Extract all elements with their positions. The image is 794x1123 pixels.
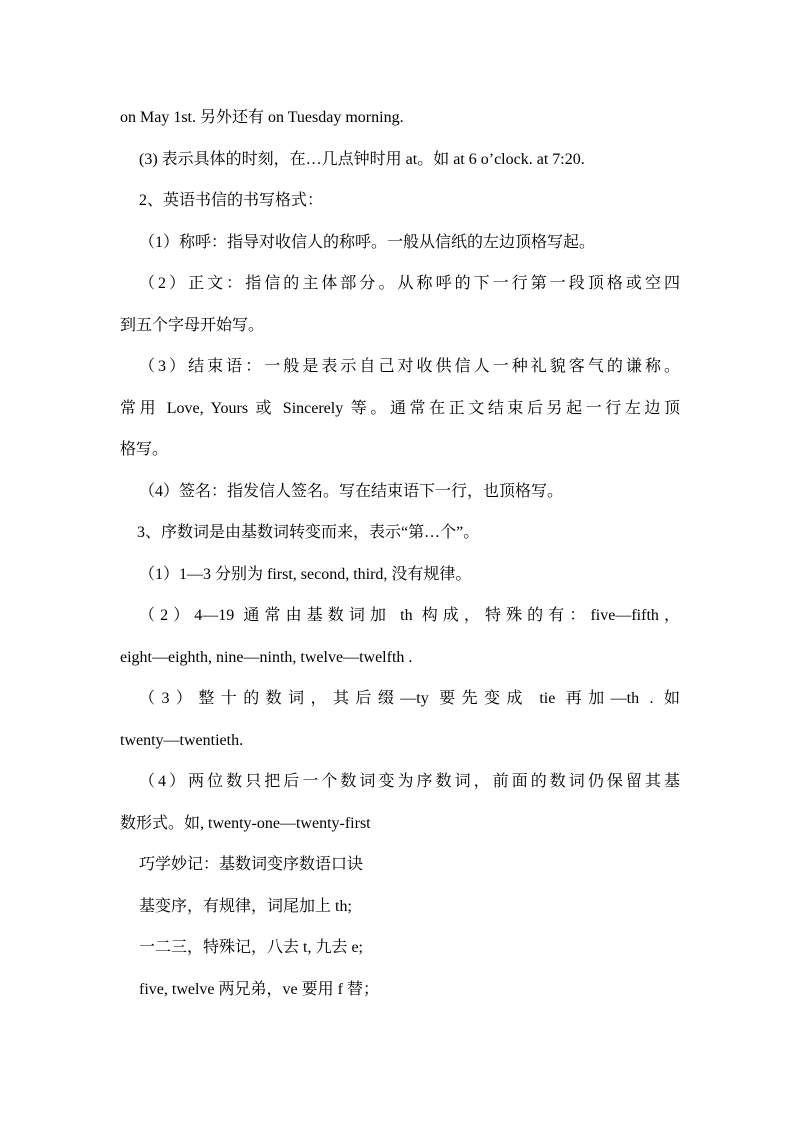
text-line-salutation: （1）称呼：指导对收信人的称呼。一般从信纸的左边顶格写起。 [139,234,596,251]
text-line-body-2: 到五个字母开始写。 [120,317,265,334]
text-line-2: (3) 表示具体的时刻，在…几点钟时用 at。如 at 6 o’clock. at 7:20. [139,151,585,168]
text-line-body-1: （2）正文：指信的主体部分。从称呼的下一行第一段顶格或空四 [139,275,680,292]
mnemonic-line-1: 基变序，有规律，词尾加上 th; [139,898,352,915]
text-line-ordinal-4a: （4）两位数只把后一个数词变为序数词，前面的数词仍保留其基 [139,773,680,790]
section-heading-letter-format: 2、英语书信的书写格式： [139,192,324,209]
mnemonic-title: 巧学妙记：基数词变序数语口诀 [139,856,364,873]
text-line-ordinal-2a: （2）4—19 通常由基数词加 th 构成，特殊的有：five—fifth， [139,607,680,624]
text-line-signature: （4）签名：指发信人签名。写在结束语下一行，也顶格写。 [139,483,564,500]
text-line-ordinal-2b: eight—eighth, nine—ninth, twelve—twelfth . [120,649,413,666]
text-line-ordinal-4b: 数形式。如, twenty-one—twenty-first [120,815,371,832]
section-heading-ordinals: 3、序数词是由基数词转变而来，表示“第…个”。 [137,524,480,541]
mnemonic-line-3: five, twelve 两兄弟，ve 要用 f 替； [139,981,379,998]
text-line-ordinal-3b: twenty—twentieth. [120,732,244,749]
text-line-closing-3: 格写。 [120,441,169,458]
text-line-ordinal-1: （1）1—3 分别为 first, second, third, 没有规律。 [139,566,472,583]
text-line-1: on May 1st. 另外还有 on Tuesday morning. [120,109,404,126]
text-line-closing-2: 常用 Love, Yours 或 Sincerely 等。通常在正文结束后另起一行左边顶 [120,400,680,417]
mnemonic-line-2: 一二三，特殊记，八去 t, 九去 e; [139,939,363,956]
text-line-closing-1: （3）结束语：一般是表示自己对收供信人一种礼貌客气的谦称。 [139,358,680,375]
text-line-ordinal-3a: （3）整十的数词，其后缀—ty 要先变成 tie 再加—th . 如 [139,690,680,707]
